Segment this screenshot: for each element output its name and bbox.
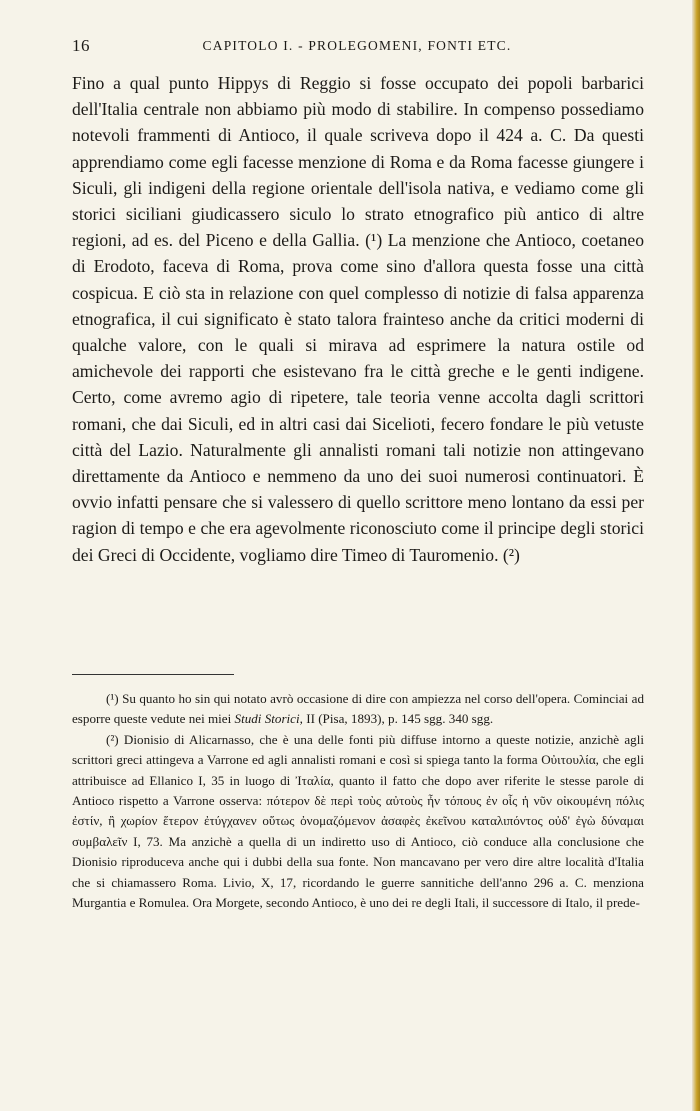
page-edge	[692, 0, 700, 1111]
page-header	[72, 36, 642, 60]
footnote-2	[72, 730, 644, 914]
running-head: CAPITOLO I. - PROLEGOMENI, FONTI ETC.	[202, 38, 512, 53]
footnotes	[72, 689, 644, 913]
footnote-separator	[72, 674, 234, 675]
paragraph: Fino a qual punto Hippys di Reggio si fosse occupato dei popoli barbarici dell'Italia centrale non abbiamo più modo di stabilire. In compenso possediamo notevoli frammenti di Antioco, il quale scriveva dopo il 424 a. C. Da questi apprendiamo come egli facesse menzione di Roma e da Roma facesse giungere i Siculi, gli indigeni della regione orientale dell'isola nativa, e vediamo come gli storici siciliani giudicassero siculo lo strato etnografico più antico di altre regioni, ad es. del Piceno e della Gallia. (¹) La menzione che Antioco, coetaneo di Erodoto, faceva di Roma, prova come sino d'allora questa fosse una città cospicua. E ciò sta in relazione con quel complesso di notizie di falsa apparenza etnografica, il cui significato è stato talora frainteso anche da critici moderni di qualche valore, con le quali si mirava ad esprimere la natura ostile od amichevole dei rapporti che esistevano fra le città greche e le genti indigene. Certo, come avremo agio di ripetere, tale teoria venne accolta dagli scrittori romani, che dai Siculi, ed in altri casi dai Sicelioti, fecero fondare le più vetuste città del Lazio. Naturalmente gli annalisti romani tali notizie non attingevano direttamente da Antioco e nemmeno da uno dei suoi numerosi continuatori. È ovvio infatti pensare che si valessero di quello scrittore meno lontano da essi per ragion di tempo e che era agevolmente riconosciuto come il principe degli storici dei Greci di Occidente, vogliamo dire Timeo di Tauromenio. (²)	[72, 73, 644, 565]
main-text	[72, 70, 644, 568]
footnote-text-after: II (Pisa, 1893), p. 145 sgg. 340 sgg.	[306, 711, 494, 727]
page-number: 16	[72, 36, 90, 55]
footnote-title: Studi Storici,	[234, 711, 303, 727]
footnote-marker: (²)	[106, 731, 119, 747]
footnote-text: Su quanto ho sin qui notato avrò occasione di dire con ampiezza nel corso dell'opera. Cominciai ad esporre queste vedute nei miei	[72, 691, 644, 727]
footnote-1	[72, 689, 644, 730]
footnote-marker: (¹)	[106, 691, 119, 706]
footnote-text: Dionisio di Alicarnasso, che è una delle fonti più diffuse intorno a queste notizie, anzichè agli scrittori greci attingeva a Varrone ed agli annalisti romani e così si spiega tanto la forma Οὐιτουλία, che egli attribuisce ad Ellanico I, 35 in luogo di Ἰταλία, quanto il fatto che dopo aver riferite le stesse parole di Antioco rispetto a Varrone osserva: πότερον δὲ περὶ τοὺς αὐτοὺς ἦν τόπους ἐν οἷς ἡ νῦν οἰκουμένη πόλις ἐστίν, ἢ χωρίον ἕτερον ἐτύγχανεν οὕτως ὀνομαζόμενον ἀσαφὲς ἐκεῖνου καταλιπόντος οὐδ' ἐγὼ δύναμαι συμβαλεῖν I, 73. Ma anzichè a quella di un indiretto uso di Antioco, ciò conduce alla conclusione che Dionisio riproduceva anche qui i dubbi della sua fonte. Non mancavano per vero dire altre località d'Italia che si chiamassero Roma. Livio, X, 17, ricordando le guerre sannitiche dell'anno 296 a. C. menziona Murgantia e Romulea. Ora Morgete, secondo Antioco, è uno dei re degli Itali, il successore di Italo, il prede-	[72, 731, 644, 911]
